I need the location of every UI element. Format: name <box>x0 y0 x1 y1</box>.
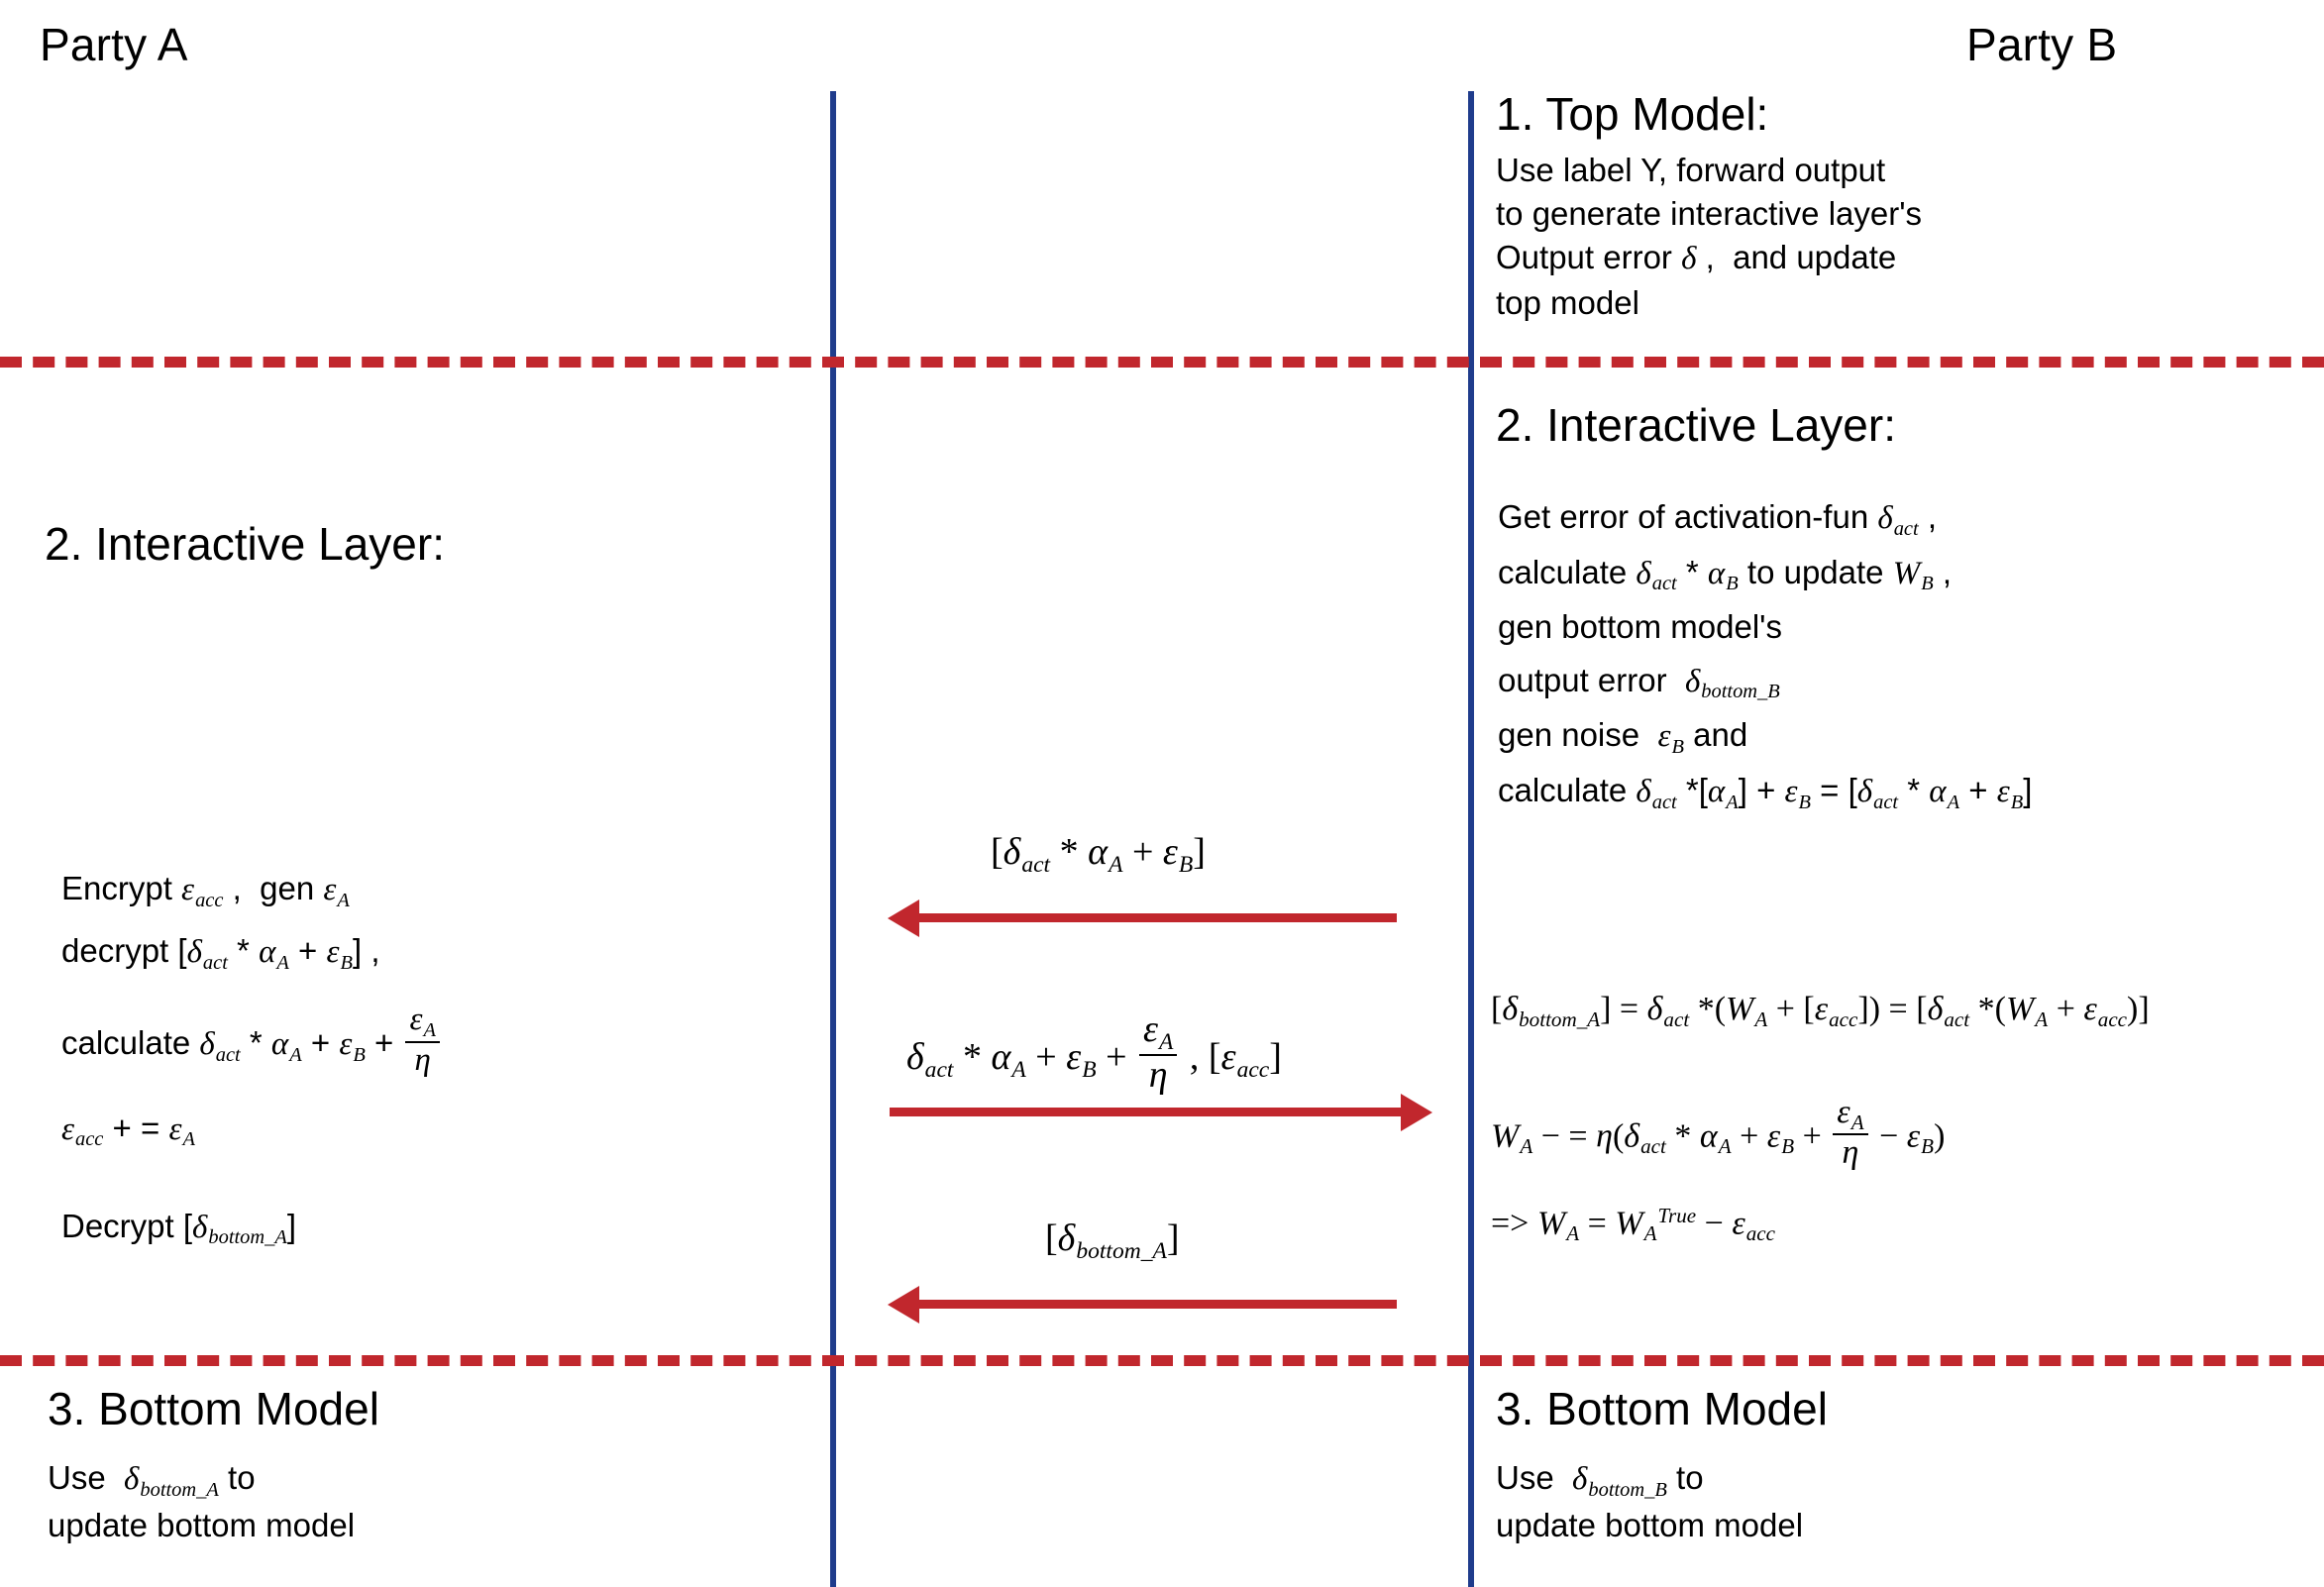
bm-a-line-2: update bottom model <box>48 1506 356 1543</box>
dashed-divider-top <box>0 357 2324 368</box>
top-model-line-3: Output error δ , and update <box>1496 238 1897 276</box>
party-a-bottom-model-body <box>48 1456 355 1547</box>
message-3-arrow-head <box>888 1286 919 1323</box>
il-b-line-4: output error $\delta_{bottom\_B}$ <box>1498 661 1780 703</box>
message-3-arrow-line <box>919 1300 1397 1309</box>
message-1-arrow-head <box>888 899 919 937</box>
party-b-label: Party B <box>1966 19 2118 70</box>
party-b-top-model-body <box>1496 149 1922 325</box>
il-a-line-4: $\varepsilon_{acc}$ + = $\varepsilon_A$ <box>61 1109 195 1151</box>
top-model-line-2: to generate interactive layer's <box>1496 194 1923 232</box>
il-b-line-6: calculate $\delta_{act}$ $*[\alpha_A] + \varepsilon_B = [\delta_{act} * \alpha_A + \varepsilon_B]$ <box>1498 772 2033 813</box>
il-b-line-5: gen noise $\varepsilon_B$ and <box>1498 716 1748 759</box>
message-3-label: $[\delta_{bottom\_A}]$ <box>1045 1217 1180 1264</box>
il-a-line-2: decrypt $[\delta_{act} * \alpha_A + \varepsilon_B]$ , <box>61 932 380 974</box>
party-a-bottom-model-title: 3. Bottom Model <box>48 1383 379 1434</box>
bm-b-line-1: Use $\delta_{bottom\_B}$ to <box>1496 1459 1704 1501</box>
message-2-arrow-head <box>1401 1094 1432 1131</box>
il-a-line-1: Encrypt $\varepsilon_{acc}$ , gen $\varepsilon_A$ <box>61 870 350 911</box>
bm-a-line-1: Use $\delta_{bottom\_A}$ to <box>48 1459 256 1501</box>
party-b-equation-2: $W_A$ − = $\eta(\delta_{act} * \alpha_A + \varepsilon_B$ + $\frac{\varepsilon_A}{\eta}$ − $\varepsilon_B$) <box>1491 1094 1946 1171</box>
party-b-bottom-model-body <box>1496 1456 1803 1547</box>
message-2-arrow-line <box>890 1108 1401 1116</box>
il-a-line-5: Decrypt $[\delta_{bottom\_A}]$ <box>61 1207 297 1249</box>
il-a-line-3: calculate $\delta_{act} * \alpha_A + \varepsilon_B$ + $\frac{\varepsilon_A}{\eta}$ <box>61 1003 443 1078</box>
party-a-interactive-layer-title: 2. Interactive Layer: <box>45 518 445 570</box>
top-model-line-4: top model <box>1496 283 1639 321</box>
party-b-top-model-title: 1. Top Model: <box>1496 88 1769 140</box>
bm-b-line-2: update bottom model <box>1496 1506 1804 1543</box>
party-b-bottom-model-title: 3. Bottom Model <box>1496 1383 1828 1434</box>
message-1-arrow-line <box>919 913 1397 922</box>
party-b-equation-3: => $W_A = W_A^{True} - \varepsilon_{acc}$ <box>1491 1204 1776 1246</box>
il-b-line-2: calculate $\delta_{act} * \alpha_B$ to update $W_B$ , <box>1498 553 1953 595</box>
message-2-label: $\delta_{act} * \alpha_A + \varepsilon_B$ + $\frac{\varepsilon_A}{\eta}$ , $[\varepsilon_{acc}]$ <box>906 1008 1282 1097</box>
top-model-line-1: Use label Y, forward output <box>1496 152 1886 188</box>
message-1-label: $[\delta_{act} * \alpha_A + \varepsilon_B]$ <box>991 831 1206 878</box>
party-b-equation-1: $[\delta_{bottom\_A}] = \delta_{act}$ $*(W_A + [\varepsilon_{acc}]) = [\delta_{act}$ $*(W_A + \varepsilon_{acc})$] <box>1491 991 2150 1031</box>
il-b-line-3: gen bottom model's <box>1498 608 1782 646</box>
party-a-label: Party A <box>40 19 188 70</box>
party-b-interactive-layer-body <box>1498 490 2032 819</box>
il-b-line-1: Get error of activation-fun $\delta_{act}$ , <box>1498 498 1937 540</box>
party-a-interactive-layer-body <box>61 872 443 1248</box>
party-b-interactive-layer-title: 2. Interactive Layer: <box>1496 399 1896 451</box>
dashed-divider-bottom <box>0 1355 2324 1366</box>
